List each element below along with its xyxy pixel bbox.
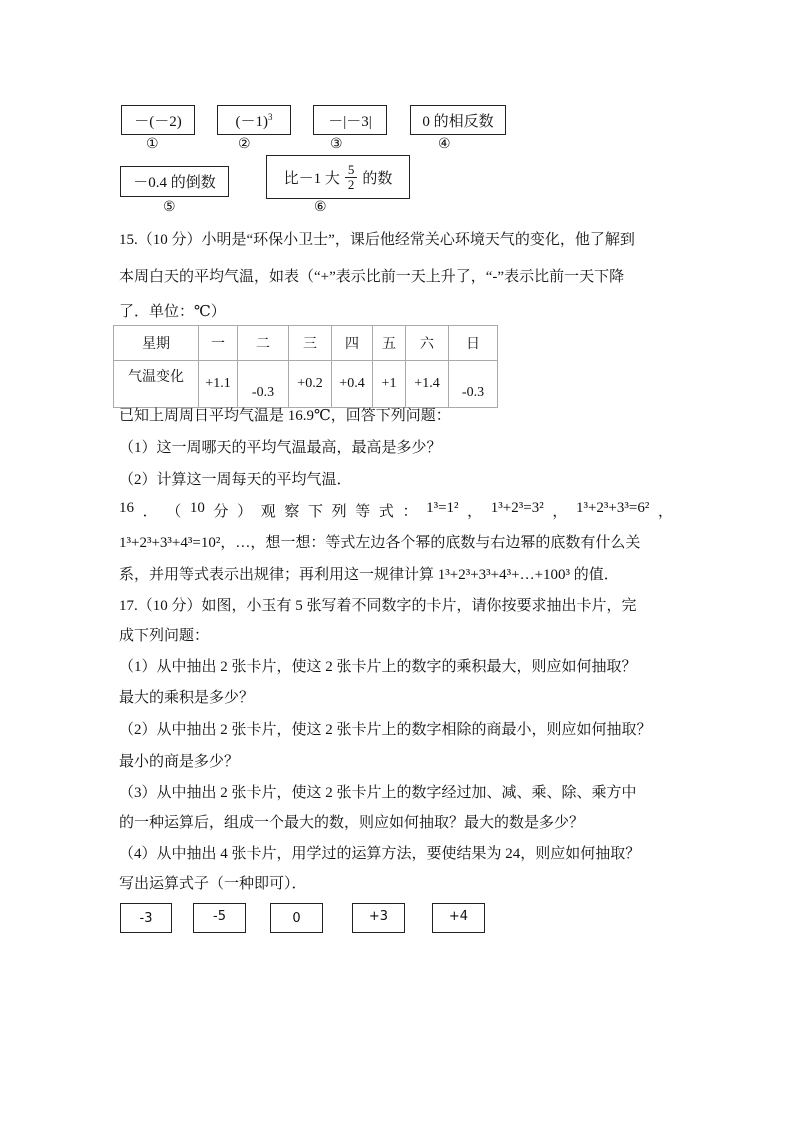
table-cell: +0.4 (332, 361, 373, 408)
q17-line-1: 17.（10 分）如图，小玉有 5 张写着不同数字的卡片，请你按要求抽出卡片，完 (119, 598, 637, 614)
expression-prefix: 比－1 大 (283, 170, 340, 187)
expression-box-6 (266, 155, 410, 199)
table-cell: 气温变化 (114, 361, 199, 408)
table-cell: 星期 (114, 326, 199, 361)
q17-line-10: 写出运算式子（一种即可）． (119, 876, 307, 892)
fraction-denominator: 2 (347, 176, 355, 192)
number-card-4: +3 (352, 903, 405, 933)
table-cell: 一 (199, 326, 238, 361)
temperature-table (113, 325, 498, 408)
q17-line-6: 最小的商是多少？ (119, 754, 240, 770)
expression-box-3 (313, 105, 387, 135)
expression-suffix: 的数 (362, 170, 393, 187)
table-cell: 四 (332, 326, 373, 361)
expression-box-1 (121, 105, 195, 135)
circled-number-3: ③ (330, 136, 343, 152)
table-cell: -0.3 (449, 361, 498, 408)
table-cell: 六 (406, 326, 449, 361)
circled-number-5: ⑤ (163, 199, 176, 215)
number-card-1: -3 (120, 903, 172, 933)
q17-line-9: （4）从中抽出 4 张卡片，用学过的运算方法，要使结果为 24，则应如何抽取？ (119, 846, 641, 862)
table-cell: 二 (238, 326, 289, 361)
circled-number-2: ② (238, 136, 251, 152)
number-card-2: -5 (193, 903, 246, 933)
table-cell: +1 (373, 361, 406, 408)
table-cell: +1.4 (406, 361, 449, 408)
table-cell: 日 (449, 326, 498, 361)
q17-line-8: 的一种运算后，组成一个最大的数，则应如何抽取？最大的数是多少？ (119, 815, 585, 831)
number-card-3: 0 (270, 903, 323, 933)
table-cell: 三 (289, 326, 332, 361)
circled-number-1: ① (146, 136, 159, 152)
q15-given: 已知上周周日平均气温是 16.9℃，回答下列问题： (119, 408, 451, 424)
number-card-5: +4 (432, 903, 485, 933)
table-row (114, 361, 498, 408)
q17-line-5: （2）从中抽出 2 张卡片，使这 2 张卡片上的数字相除的商最小，则应如何抽取？ (119, 722, 652, 738)
expression-text: －|－3| (328, 113, 372, 130)
q15-sub-2: （2）计算这一周每天的平均气温． (119, 472, 352, 488)
q15-line-2: 本周白天的平均气温，如表（“+”表示比前一天上升了，“-”表示比前一天下降 (119, 269, 625, 285)
q15-line-3: 了．单位：℃） (119, 304, 226, 320)
q17-line-4: 最大的乘积是多少？ (119, 690, 255, 706)
expression-text: －(－2) (134, 113, 182, 130)
expression-box-5 (120, 166, 229, 197)
table-cell: +0.2 (289, 361, 332, 408)
circled-number-4: ④ (438, 136, 451, 152)
table-cell: +1.1 (199, 361, 238, 408)
q17-line-2: 成下列问题： (119, 628, 210, 644)
q15-sub-1: （1）这一周哪天的平均气温最高，最高是多少？ (119, 440, 442, 456)
fraction-numerator: 5 (345, 163, 358, 178)
table-cell: -0.3 (238, 361, 289, 408)
expression-box-4 (410, 105, 506, 135)
table-header-row (114, 326, 498, 361)
q16-line-2: 1³+2³+3³+4³=10²，…，想一想：等式左边各个幂的底数与右边幂的底数有什么关 (119, 535, 641, 551)
q17-line-7: （3）从中抽出 2 张卡片，使这 2 张卡片上的数字经过加、减、乘、除、乘方中 (119, 785, 637, 801)
expression-box-2 (217, 105, 291, 135)
q15-line-1: 15.（10 分）小明是“环保小卫士”，课后他经常关心环境天气的变化，他了解到 (119, 232, 635, 248)
q17-line-3: （1）从中抽出 2 张卡片，使这 2 张卡片上的数字的乘积最大，则应如何抽取？ (119, 659, 637, 675)
expression-text: 0 的相反数 (422, 113, 494, 130)
q16-line-1: 16 ． （ 10 分 ） 观 察 下 列 等 式 ： 1³=1² ， 1³+2³=3² ， 1³+2³+3³=6² ， (119, 500, 673, 520)
q16-line-3: 系，并用等式表示出规律；再利用这一规律计算 1³+2³+3³+4³+…+100³ 的值． (119, 567, 619, 583)
table-cell: 五 (373, 326, 406, 361)
expression-text: $(-1)^3$ (235, 111, 273, 130)
fraction (345, 163, 358, 192)
expression-text: －0.4 的倒数 (133, 175, 216, 191)
circled-number-6: ⑥ (314, 199, 327, 215)
